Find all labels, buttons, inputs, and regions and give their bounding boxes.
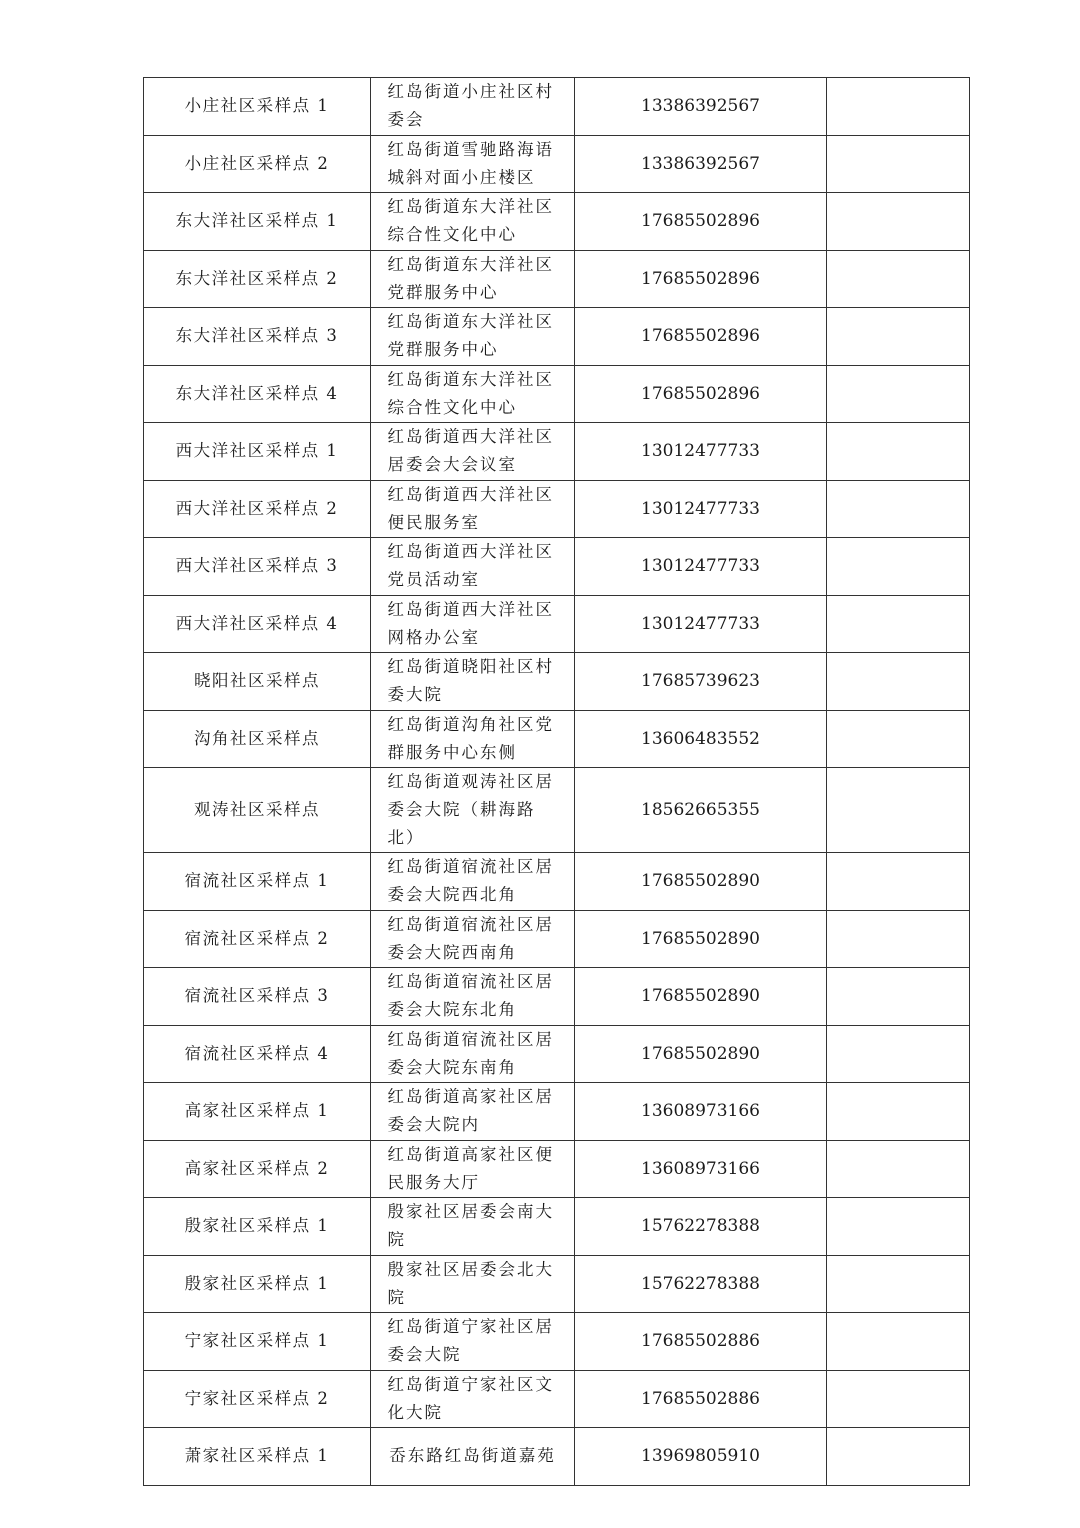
table-row bbox=[144, 193, 970, 251]
table-row bbox=[144, 710, 970, 768]
phone-cell: 13606483552 bbox=[575, 710, 827, 768]
site-name-cell: 宁家社区采样点 2 bbox=[144, 1370, 371, 1428]
address-text: 红岛街道高家社区便民服务大厅 bbox=[387, 1144, 554, 1192]
note-cell bbox=[827, 1255, 970, 1313]
site-name-cell: 高家社区采样点 1 bbox=[144, 1083, 371, 1141]
site-name-cell: 西大洋社区采样点 3 bbox=[144, 538, 371, 596]
address-text: 红岛街道宿流社区居委会大院西北角 bbox=[387, 857, 554, 905]
note-cell bbox=[827, 968, 970, 1026]
address-text: 殷家社区居委会北大院 bbox=[387, 1259, 554, 1307]
address-text: 红岛街道小庄社区村委会 bbox=[387, 82, 554, 130]
site-name-cell: 宿流社区采样点 4 bbox=[144, 1025, 371, 1083]
table-row bbox=[144, 595, 970, 653]
table-row bbox=[144, 308, 970, 366]
table-row bbox=[144, 1313, 970, 1371]
phone-cell: 13012477733 bbox=[575, 480, 827, 538]
note-cell bbox=[827, 768, 970, 853]
address-cell bbox=[371, 480, 575, 538]
note-cell bbox=[827, 78, 970, 136]
address-cell bbox=[371, 538, 575, 596]
address-cell bbox=[371, 768, 575, 853]
address-text: 红岛街道西大洋社区居委会大会议室 bbox=[387, 427, 554, 475]
phone-cell: 17685739623 bbox=[575, 653, 827, 711]
table-row bbox=[144, 1140, 970, 1198]
table-row bbox=[144, 1025, 970, 1083]
table-row bbox=[144, 1370, 970, 1428]
address-text: 红岛街道东大洋社区综合性文化中心 bbox=[387, 369, 554, 417]
phone-cell: 13012477733 bbox=[575, 595, 827, 653]
note-cell bbox=[827, 1198, 970, 1256]
address-cell bbox=[371, 250, 575, 308]
note-cell bbox=[827, 1428, 970, 1486]
note-cell bbox=[827, 1313, 970, 1371]
phone-cell: 13969805910 bbox=[575, 1428, 827, 1486]
site-name-cell: 西大洋社区采样点 2 bbox=[144, 480, 371, 538]
site-name-cell: 宿流社区采样点 2 bbox=[144, 910, 371, 968]
table-row bbox=[144, 1428, 970, 1486]
site-name-cell: 西大洋社区采样点 1 bbox=[144, 423, 371, 481]
table-row bbox=[144, 1198, 970, 1256]
phone-cell: 13386392567 bbox=[575, 135, 827, 193]
table-row bbox=[144, 78, 970, 136]
site-name-cell: 西大洋社区采样点 4 bbox=[144, 595, 371, 653]
site-name-cell: 东大洋社区采样点 3 bbox=[144, 308, 371, 366]
note-cell bbox=[827, 595, 970, 653]
table-row bbox=[144, 423, 970, 481]
address-cell bbox=[371, 1255, 575, 1313]
site-name-cell: 小庄社区采样点 2 bbox=[144, 135, 371, 193]
address-cell bbox=[371, 1083, 575, 1141]
address-text: 红岛街道西大洋社区便民服务室 bbox=[387, 484, 554, 532]
address-cell bbox=[371, 1025, 575, 1083]
sampling-sites-table bbox=[143, 77, 970, 1486]
address-text: 红岛街道宿流社区居委会大院东南角 bbox=[387, 1029, 554, 1077]
address-text: 殷家社区居委会南大院 bbox=[387, 1202, 554, 1250]
note-cell bbox=[827, 653, 970, 711]
site-name-cell: 萧家社区采样点 1 bbox=[144, 1428, 371, 1486]
phone-cell: 15762278388 bbox=[575, 1198, 827, 1256]
table-row bbox=[144, 968, 970, 1026]
address-cell bbox=[371, 853, 575, 911]
address-cell bbox=[371, 365, 575, 423]
table-row bbox=[144, 853, 970, 911]
site-name-cell: 宁家社区采样点 1 bbox=[144, 1313, 371, 1371]
table-row bbox=[144, 1083, 970, 1141]
note-cell bbox=[827, 135, 970, 193]
phone-cell: 15762278388 bbox=[575, 1255, 827, 1313]
note-cell bbox=[827, 710, 970, 768]
address-cell bbox=[371, 423, 575, 481]
address-text: 红岛街道宁家社区文化大院 bbox=[387, 1374, 554, 1422]
address-text: 红岛街道晓阳社区村委大院 bbox=[387, 657, 554, 705]
phone-cell: 13012477733 bbox=[575, 423, 827, 481]
table-row bbox=[144, 365, 970, 423]
address-cell bbox=[371, 1140, 575, 1198]
site-name-cell: 殷家社区采样点 1 bbox=[144, 1198, 371, 1256]
address-cell bbox=[371, 910, 575, 968]
phone-cell: 17685502890 bbox=[575, 968, 827, 1026]
note-cell bbox=[827, 1025, 970, 1083]
phone-cell: 17685502896 bbox=[575, 250, 827, 308]
phone-cell: 17685502886 bbox=[575, 1370, 827, 1428]
address-text: 红岛街道宿流社区居委会大院东北角 bbox=[387, 972, 554, 1020]
address-cell bbox=[371, 193, 575, 251]
address-text: 红岛街道东大洋社区党群服务中心 bbox=[387, 254, 554, 302]
phone-cell: 17685502890 bbox=[575, 853, 827, 911]
address-cell bbox=[371, 135, 575, 193]
site-name-cell: 小庄社区采样点 1 bbox=[144, 78, 371, 136]
address-cell bbox=[371, 1198, 575, 1256]
table-row bbox=[144, 480, 970, 538]
table-row bbox=[144, 538, 970, 596]
phone-cell: 17685502896 bbox=[575, 308, 827, 366]
address-cell bbox=[371, 710, 575, 768]
table-row bbox=[144, 768, 970, 853]
address-cell bbox=[371, 1370, 575, 1428]
phone-cell: 13608973166 bbox=[575, 1140, 827, 1198]
site-name-cell: 沟角社区采样点 bbox=[144, 710, 371, 768]
address-text: 红岛街道东大洋社区综合性文化中心 bbox=[387, 197, 554, 245]
note-cell bbox=[827, 910, 970, 968]
note-cell bbox=[827, 480, 970, 538]
phone-cell: 13608973166 bbox=[575, 1083, 827, 1141]
site-name-cell: 东大洋社区采样点 4 bbox=[144, 365, 371, 423]
address-text: 红岛街道高家社区居委会大院内 bbox=[387, 1087, 554, 1135]
address-text: 红岛街道观涛社区居委会大院（耕海路北） bbox=[387, 772, 554, 847]
note-cell bbox=[827, 1140, 970, 1198]
site-name-cell: 东大洋社区采样点 2 bbox=[144, 250, 371, 308]
table-row bbox=[144, 653, 970, 711]
site-name-cell: 观涛社区采样点 bbox=[144, 768, 371, 853]
phone-cell: 13386392567 bbox=[575, 78, 827, 136]
phone-cell: 18562665355 bbox=[575, 768, 827, 853]
phone-cell: 17685502896 bbox=[575, 193, 827, 251]
address-text: 红岛街道宁家社区居委会大院 bbox=[387, 1317, 554, 1365]
note-cell bbox=[827, 423, 970, 481]
address-text: 岙东路红岛街道嘉苑 bbox=[389, 1446, 556, 1466]
address-text: 红岛街道沟角社区党群服务中心东侧 bbox=[387, 714, 554, 762]
table-row bbox=[144, 910, 970, 968]
table-row bbox=[144, 1255, 970, 1313]
address-text: 红岛街道宿流社区居委会大院西南角 bbox=[387, 914, 554, 962]
table-row bbox=[144, 135, 970, 193]
phone-cell: 17685502886 bbox=[575, 1313, 827, 1371]
address-cell bbox=[371, 595, 575, 653]
site-name-cell: 殷家社区采样点 1 bbox=[144, 1255, 371, 1313]
table-body bbox=[144, 78, 970, 1486]
phone-cell: 17685502896 bbox=[575, 365, 827, 423]
note-cell bbox=[827, 365, 970, 423]
site-name-cell: 东大洋社区采样点 1 bbox=[144, 193, 371, 251]
table-row bbox=[144, 250, 970, 308]
phone-cell: 13012477733 bbox=[575, 538, 827, 596]
address-text: 红岛街道西大洋社区党员活动室 bbox=[387, 542, 554, 590]
note-cell bbox=[827, 250, 970, 308]
note-cell bbox=[827, 1370, 970, 1428]
address-text: 红岛街道西大洋社区网格办公室 bbox=[387, 599, 554, 647]
site-name-cell: 高家社区采样点 2 bbox=[144, 1140, 371, 1198]
address-cell bbox=[371, 78, 575, 136]
site-name-cell: 晓阳社区采样点 bbox=[144, 653, 371, 711]
phone-cell: 17685502890 bbox=[575, 910, 827, 968]
address-cell bbox=[371, 968, 575, 1026]
address-text: 红岛街道雪驰路海语城斜对面小庄楼区 bbox=[387, 139, 554, 187]
address-cell bbox=[371, 1428, 575, 1486]
note-cell bbox=[827, 193, 970, 251]
note-cell bbox=[827, 538, 970, 596]
note-cell bbox=[827, 853, 970, 911]
site-name-cell: 宿流社区采样点 3 bbox=[144, 968, 371, 1026]
address-text: 红岛街道东大洋社区党群服务中心 bbox=[387, 312, 554, 360]
note-cell bbox=[827, 308, 970, 366]
site-name-cell: 宿流社区采样点 1 bbox=[144, 853, 371, 911]
phone-cell: 17685502890 bbox=[575, 1025, 827, 1083]
address-cell bbox=[371, 308, 575, 366]
note-cell bbox=[827, 1083, 970, 1141]
address-cell bbox=[371, 1313, 575, 1371]
address-cell bbox=[371, 653, 575, 711]
